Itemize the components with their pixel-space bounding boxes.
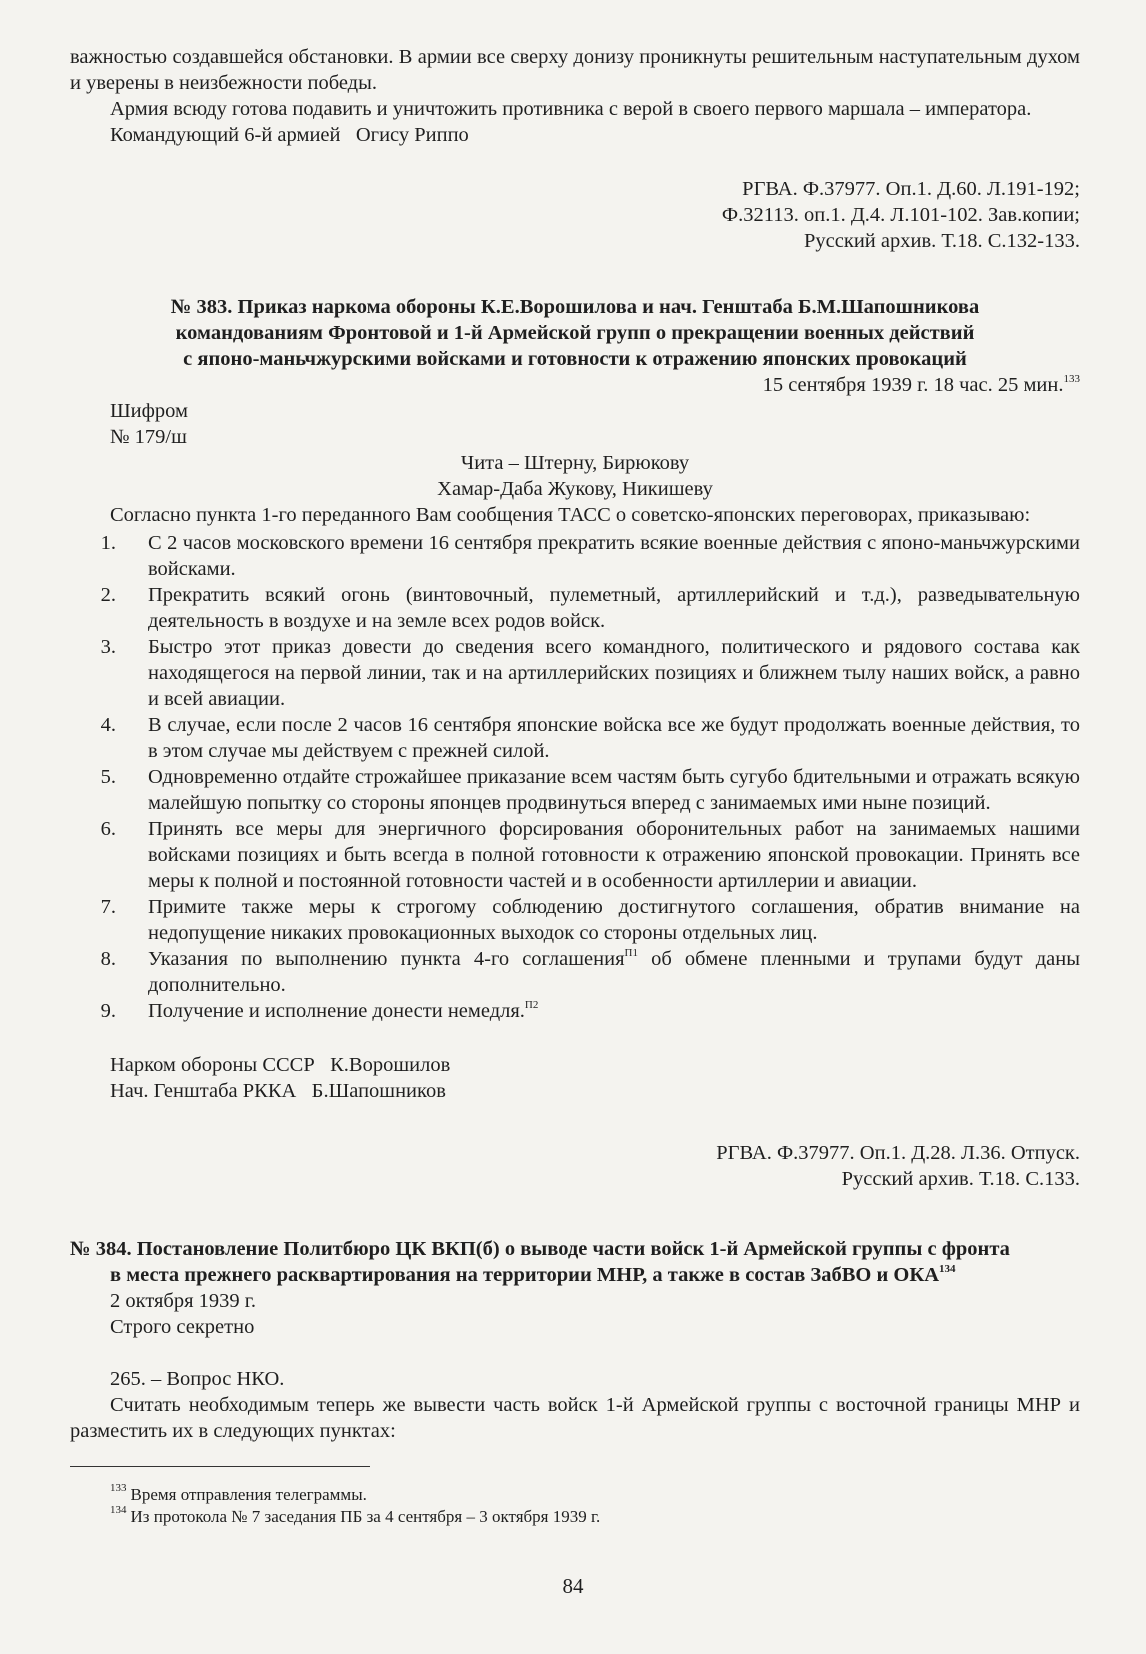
archive-citation — [70, 1140, 1080, 1192]
document-384-date: 2 октября 1939 г. — [110, 1290, 257, 1312]
footnote-text: Из протокола № 7 заседания ПБ за 4 сентября – 3 октября 1939 г. — [130, 1507, 601, 1526]
citation-line: Русский архив. Т.18. С.132-133. — [804, 230, 1080, 252]
footnote — [110, 1484, 1070, 1506]
title-text: в места прежнего расквартирования на территории МНР, а также в состав ЗабВО и ОКА — [110, 1264, 940, 1286]
order-item-text-part: С 2 часов московского времени 16 сентября прекратить всякие военные действия с японо-маньчжурскими войсками. — [148, 532, 1080, 580]
footnote-number: 134 — [110, 1504, 127, 1516]
order-item-text-part: Прекратить всякий огонь (винтовочный, пулеметный, артиллерийский и т.д.), разведывательную деятельность в воздухе и на земле всех родов войск. — [148, 584, 1080, 632]
order-item-text — [148, 712, 1080, 764]
resolution-body: Считать необходимым теперь же вывести часть войск 1-й Армейской группы с восточной границы МНР и разместить их в следующих пунктах: — [70, 1394, 1080, 1442]
order-item — [70, 582, 1080, 634]
addressee-chita: Чита – Штерну, Бирюкову — [460, 452, 690, 474]
citation-line: РГВА. Ф.37977. Оп.1. Д.60. Л.191-192; — [742, 178, 1080, 200]
question-label: 265. – Вопрос НКО. — [110, 1368, 285, 1390]
order-item-number: 2. — [100, 584, 116, 606]
order-item — [70, 530, 1080, 582]
footnote-ref: П2 — [524, 999, 539, 1011]
footnote-text: Время отправления телеграммы. — [130, 1485, 367, 1504]
order-item-number: 9. — [100, 1000, 116, 1022]
order-item — [70, 634, 1080, 712]
document-page — [70, 44, 1080, 1444]
order-item-text-part: Быстро этот приказ довести до сведения всего командного, политического и рядового состава как находящегося на первой линии, так и на артиллерийских позициях и ближнем тылу наших войск, а равно и всей авиации. — [148, 636, 1080, 710]
document-384-title — [70, 1236, 1080, 1288]
footnote — [110, 1506, 1070, 1528]
title-line: командованиям Фронтовой и 1-й Армейской групп о прекращении военных действий — [175, 322, 975, 344]
addressee-khamar-daba: Хамар-Даба Жукову, Никишеву — [437, 478, 713, 500]
intro-paragraph-army: Армия всюду готова подавить и уничтожить противника с верой в своего первого маршала – императора. — [110, 98, 1032, 120]
order-preamble: Согласно пункта 1-го переданного Вам сообщения ТАСС о советско-японских переговорах, приказываю: — [110, 504, 1031, 526]
footnote-ref: П1 — [624, 947, 638, 959]
order-item-text-part: В случае, если после 2 часов 16 сентября японские войска все же будут продолжать военные действия, то в этом случае мы действуем с прежней силой. — [148, 714, 1080, 762]
footnote-divider — [70, 1466, 370, 1467]
citation-line: Русский архив. Т.18. С.133. — [841, 1168, 1080, 1190]
cipher-number: № 179/ш — [110, 426, 187, 448]
order-item-number: 1. — [100, 532, 116, 554]
order-item-text — [148, 816, 1080, 894]
order-item-number: 7. — [100, 896, 116, 918]
order-item — [70, 764, 1080, 816]
order-item-number: 4. — [100, 714, 116, 736]
order-item-text — [148, 894, 1080, 946]
order-items — [70, 530, 1080, 1024]
order-item-number: 3. — [100, 636, 116, 658]
order-item-text-part: Одновременно отдайте строжайшее приказание всем частям быть сугубо бдительными и отражать всякую малейшую попытку со стороны японцев продвинуться вперед с занимаемых ими ныне позиций. — [148, 766, 1080, 814]
order-item — [70, 946, 1080, 998]
date-text: 15 сентября 1939 г. 18 час. 25 мин. — [762, 374, 1064, 396]
order-item-text-part: об обмене пленными и трупами будут даны дополнительно. — [148, 948, 1080, 996]
title-line: № 383. Приказ наркома обороны К.Е.Ворошилова и нач. Генштаба Б.М.Шапошникова — [170, 296, 980, 318]
page-number: 84 — [562, 1574, 584, 1598]
secrecy-label: Строго секретно — [110, 1316, 255, 1338]
order-item-text — [148, 530, 1080, 582]
order-item-text-part: Принять все меры для энергичного форсирования оборонительных работ на занимаемых нашими войсками позициях и быть всегда в полной готовности к отражению японской провокации. Принять все меры к полной и постоянной готовности частей и в особенности артиллерии и авиации. — [148, 818, 1080, 892]
footnote-ref: 133 — [1063, 373, 1080, 385]
order-item — [70, 712, 1080, 764]
footnote-ref: 134 — [939, 1263, 956, 1275]
order-item-number: 6. — [100, 818, 116, 840]
title-line: с японо-маньчжурскими войсками и готовности к отражению японских провокаций — [183, 348, 967, 370]
title-line — [70, 1262, 1080, 1288]
signature-line: Нарком обороны СССР К.Ворошилов — [110, 1054, 451, 1076]
intro-paragraph: важностью создавшейся обстановки. В армии все сверху донизу проникнуты решительным наступательным духом и уверены в неизбежности победы. — [70, 46, 1080, 94]
order-item-text — [148, 946, 1080, 998]
order-item-text — [148, 582, 1080, 634]
order-item-text — [148, 998, 1080, 1024]
footnotes — [110, 1484, 1070, 1528]
signatures — [70, 1052, 1080, 1104]
intro-signature: Командующий 6-й армией Огису Риппо — [110, 124, 469, 146]
order-item — [70, 894, 1080, 946]
citation-line: Ф.32113. оп.1. Д.4. Л.101-102. Зав.копии; — [721, 204, 1080, 226]
order-item-number: 5. — [100, 766, 116, 788]
archive-citation — [70, 176, 1080, 254]
order-item — [70, 816, 1080, 894]
order-item-text-part: Получение и исполнение донести немедля. — [148, 1000, 525, 1022]
signature-line: Нач. Генштаба РККА Б.Шапошников — [110, 1080, 446, 1102]
footnote-number: 133 — [110, 1482, 127, 1494]
document-383-title — [70, 294, 1080, 372]
order-item-text-part: Примите также меры к строгому соблюдению достигнутого соглашения, обратив внимание на недопущение никаких провокационных выходок со стороны отдельных лиц. — [148, 896, 1080, 944]
document-383-date — [70, 372, 1080, 398]
order-item-text-part: Указания по выполнению пункта 4-го соглашения — [148, 948, 625, 970]
title-line: № 384. Постановление Политбюро ЦК ВКП(б) о выводе части войск 1-й Армейской группы с фронта — [70, 1238, 1010, 1260]
order-item-text — [148, 634, 1080, 712]
cipher-label: Шифром — [110, 400, 189, 422]
order-item-number: 8. — [100, 948, 116, 970]
order-item-text — [148, 764, 1080, 816]
citation-line: РГВА. Ф.37977. Оп.1. Д.28. Л.36. Отпуск. — [716, 1142, 1080, 1164]
order-item — [70, 998, 1080, 1024]
